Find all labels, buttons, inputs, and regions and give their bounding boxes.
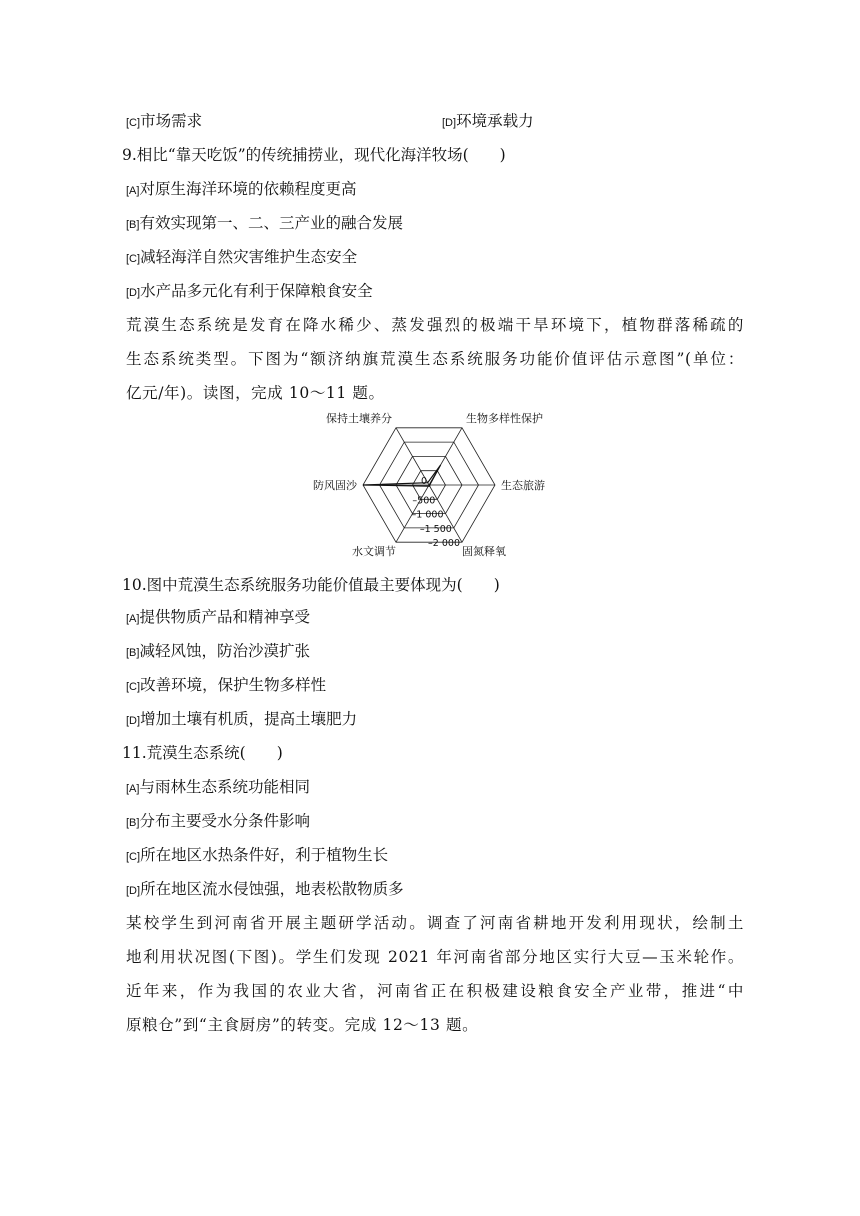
- axis-label: 水文调节: [352, 545, 396, 559]
- option-text: 所在地区水热条件好，利于植物生长: [140, 846, 389, 864]
- q11-stem: 11.荒漠生态系统( ): [122, 744, 283, 762]
- axis-label: 保持土壤养分: [326, 411, 392, 425]
- option-text: 水产品多元化有利于保障粮食安全: [140, 282, 373, 300]
- tick-label: 0: [420, 476, 427, 487]
- option-tag: [A]: [126, 185, 140, 197]
- option-tag: [C]: [126, 851, 141, 863]
- passage-1-line-3: 亿元/年)。读图，完成 10～11 题。: [126, 384, 385, 402]
- tick-label: –500: [412, 495, 436, 507]
- q9-option-c: [126, 246, 357, 270]
- option-text: 分布主要受水分条件影响: [139, 812, 310, 830]
- option-tag: [D]: [126, 287, 141, 299]
- q11-option-c: [126, 844, 388, 868]
- radar-chart: [300, 406, 560, 560]
- option-tag: [B]: [126, 647, 140, 659]
- axis-label: 生态旅游: [501, 479, 545, 492]
- q9-stem: 9.相比“靠天吃饭”的传统捕捞业，现代化海洋牧场( ): [122, 146, 506, 164]
- q8-option-d: [442, 110, 534, 134]
- option-tag: [D]: [126, 715, 141, 727]
- option-text: 增加土壤有机质，提高土壤肥力: [140, 710, 358, 728]
- tick-label: –1 000: [411, 509, 444, 521]
- q11-option-b: [126, 810, 310, 834]
- option-text: 提供物质产品和精神享受: [139, 608, 310, 626]
- passage-2-line-2: 地利用状况图(下图)。学生们发现 2021 年河南省部分地区实行大豆—玉米轮作。: [126, 948, 744, 966]
- q9-option-b: [126, 212, 403, 236]
- passage-1-line-1: 荒漠生态系统是发育在降水稀少、蒸发强烈的极端干旱环境下，植物群落稀疏的: [126, 316, 744, 334]
- option-text: 所在地区流水侵蚀强，地表松散物质多: [140, 880, 404, 898]
- q10-option-d: [126, 708, 357, 732]
- q10-option-b: [126, 640, 310, 664]
- passage-2-line-4: 原粮仓”到“主食厨房”的转变。完成 12～13 题。: [126, 1016, 479, 1034]
- option-text: 有效实现第一、二、三产业的融合发展: [139, 214, 403, 232]
- option-text: 与雨林生态系统功能相同: [139, 778, 310, 796]
- option-tag: [C]: [126, 253, 141, 265]
- q10-option-a: [126, 606, 310, 630]
- option-tag: [A]: [126, 783, 140, 795]
- tick-label: –1 500: [419, 523, 452, 535]
- q10-stem: 10.图中荒漠生态系统服务功能价值最主要体现为( ): [122, 576, 500, 594]
- option-tag: [C]: [126, 117, 141, 129]
- q11-option-a: [126, 776, 310, 800]
- axis-label: 防风固沙: [313, 479, 357, 492]
- option-tag: [C]: [126, 681, 141, 693]
- option-tag: [D]: [126, 885, 141, 897]
- option-tag: [B]: [126, 817, 140, 829]
- option-text: 市场需求: [140, 112, 203, 130]
- q8-option-c: [126, 110, 202, 134]
- option-text: 对原生海洋环境的依赖程度更高: [139, 180, 357, 198]
- axis-label: 生物多样性保护: [466, 411, 543, 425]
- option-tag: [A]: [126, 613, 140, 625]
- option-tag: [D]: [442, 117, 457, 129]
- option-tag: [B]: [126, 219, 140, 231]
- q9-option-a: [126, 178, 356, 202]
- passage-2-line-1: 某校学生到河南省开展主题研学活动。调查了河南省耕地开发利用现状，绘制土: [126, 914, 744, 932]
- q11-option-d: [126, 878, 404, 902]
- option-text: 减轻风蚀，防治沙漠扩张: [139, 642, 310, 660]
- passage-2-line-3: 近年来，作为我国的农业大省，河南省正在积极建设粮食安全产业带，推进“中: [126, 982, 744, 1000]
- axis-label: 固氮释氧: [462, 545, 506, 559]
- q9-option-d: [126, 280, 373, 304]
- q10-option-c: [126, 674, 326, 698]
- option-text: 改善环境，保护生物多样性: [140, 676, 327, 694]
- passage-1-line-2: 生态系统类型。下图为“额济纳旗荒漠生态系统服务功能价值评估示意图”(单位：: [126, 350, 744, 368]
- option-text: 环境承载力: [456, 112, 534, 130]
- option-text: 减轻海洋自然灾害维护生态安全: [140, 248, 358, 266]
- tick-label: –2 000: [428, 538, 460, 550]
